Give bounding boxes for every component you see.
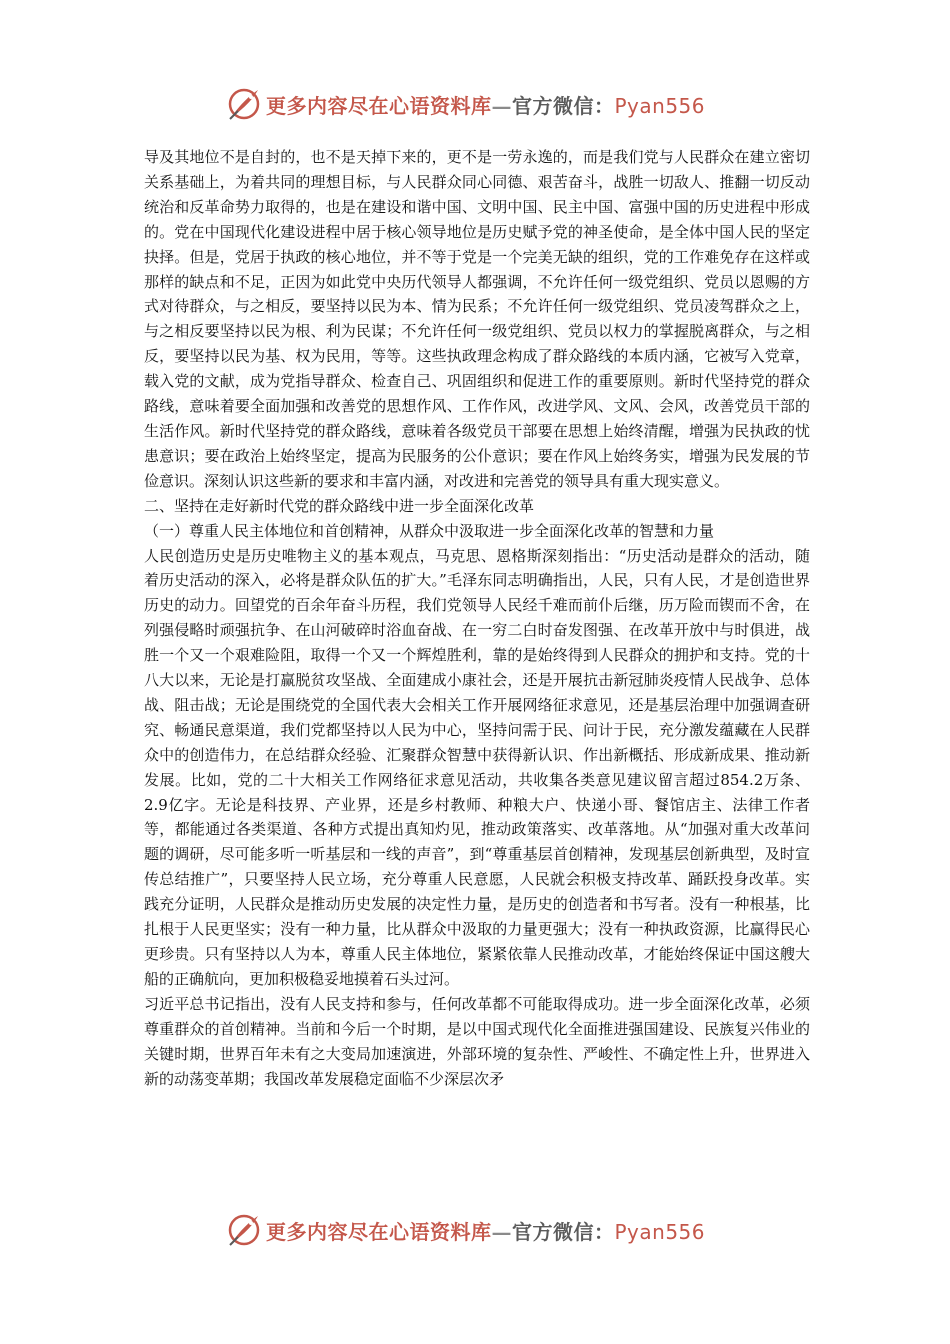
section-heading: 二、坚持在走好新时代党的群众路线中进一步全面深化改革 <box>144 496 535 515</box>
banner-wechat-label: 官方微信： <box>512 93 615 118</box>
quill-logo-icon <box>226 1212 262 1248</box>
article-body <box>144 145 810 1091</box>
header-banner <box>226 84 705 124</box>
paragraph-3: 习近平总书记指出，没有人民支持和参与，任何改革都不可能取得成功。进一步全面深化改革，必须尊重群众的首创精神。当前和今后一个时期，是以中国式现代化全面推进强国建设、民族复兴伟业的关键时期，世界百年未有之大变局加速演进，外部环境的复杂性、严峻性、不确定性上升，世界进入新的动荡变革期；我国改革发展稳定面临不少深层次矛 <box>144 994 810 1088</box>
subsection-heading: （一）尊重人民主体地位和首创精神，从群众中汲取进一步全面深化改革的智慧和力量 <box>144 521 715 540</box>
banner-wechat-id: Pyan556 <box>614 93 706 118</box>
banner-wechat-id: Pyan556 <box>614 1219 706 1244</box>
quill-logo-icon <box>226 86 262 122</box>
banner-wechat-label: 官方微信： <box>512 1219 615 1244</box>
banner-dash: — <box>491 1219 512 1244</box>
banner-dash: — <box>491 93 512 118</box>
footer-banner <box>226 1210 705 1250</box>
paragraph-2: 人民创造历史是历史唯物主义的基本观点，马克思、恩格斯深刻指出：“历史活动是群众的活动，随着历史活动的深入，必将是群众队伍的扩大。”毛泽东同志明确指出，人民，只有人民，才是创造世界历史的动力。回望党的百余年奋斗历程，我们党领导人民经千难而前仆后继，历万险而锲而不舍，在列强侵略时顽强抗争、在山河破碎时浴血奋战、在一穷二白时奋发图强、在改革开放中与时俱进，战胜一个又一个艰难险阻，取得一个又一个辉煌胜利，靠的是始终得到人民群众的拥护和支持。党的十八大以来，无论是打赢脱贫攻坚战、全面建成小康社会，还是开展抗击新冠肺炎疫情人民战争、总体战、阻击战；无论是围绕党的全国代表大会相关工作开展网络征求意见，还是基层治理中加强调查研究、畅通民意渠道，我们党都坚持以人民为中心，坚持问需于民、问计于民，充分激发蕴藏在人民群众中的创造伟力，在总结群众经验、汇聚群众智慧中获得新认识、作出新概括、形成新成果、推动新发展。比如，党的二十大相关工作网络征求意见活动，共收集各类意见建议留言超过854.2万条、2.9亿字。无论是科技界、产业界，还是乡村教师、种粮大户、快递小哥、餐馆店主、法律工作者等，都能通过各类渠道、各种方式提出真知灼见，推动政策落实、改革落地。从“加强对重大改革问题的调研，尽可能多听一听基层和一线的声音”，到“尊重基层首创精神，发现基层创新典型，及时宣传总结推广”，只要坚持人民立场，充分尊重人民意愿，人民就会积极支持改革、踊跃投身改革。实践充分证明，人民群众是推动历史发展的决定性力量，是历史的创造者和书写者。没有一种根基，比扎根于人民更坚实；没有一种力量，比从群众中汲取的力量更强大；没有一种执政资源，比赢得民心更珍贵。只有坚持以人为本，尊重人民主体地位，紧紧依靠人民推动改革，才能始终保证中国这艘大船的正确航向，更加积极稳妥地摸着石头过河。 <box>144 546 810 988</box>
banner-site-text: 更多内容尽在心语资料库 <box>266 1219 492 1244</box>
banner-site-text: 更多内容尽在心语资料库 <box>266 93 492 118</box>
paragraph-1: 导及其地位不是自封的，也不是天掉下来的，更不是一劳永逸的，而是我们党与人民群众在建立密切关系基础上，为着共同的理想目标，与人民群众同心同德、艰苦奋斗，战胜一切敌人、推翻一切反动统治和反革命势力取得的，也是在建设和谐中国、文明中国、民主中国、富强中国的历史进程中形成的。党在中国现代化建设进程中居于核心领导地位是历史赋予党的神圣使命，是全体中国人民的坚定抉择。但是，党居于执政的核心地位，并不等于党是一个完美无缺的组织，党的工作难免存在这样或那样的缺点和不足，正因为如此党中央历代领导人都强调，不允许任何一级党组织、党员以恩赐的方式对待群众，与之相反，要坚持以民为本、情为民系；不允许任何一级党组织、党员凌驾群众之上，与之相反要坚持以民为根、利为民谋；不允许任何一级党组织、党员以权力的掌握脱离群众，与之相反，要坚持以民为基、权为民用，等等。这些执政理念构成了群众路线的本质内涵，它被写入党章，载入党的文献，成为党指导群众、检查自己、巩固组织和促进工作的重要原则。新时代坚持党的群众路线，意味着要全面加强和改善党的思想作风、工作作风，改进学风、文风、会风，改善党员干部的生活作风。新时代坚持党的群众路线，意味着各级党员干部要在思想上始终清醒，增强为民执政的忧患意识；要在政治上始终坚定，提高为民服务的公仆意识；要在作风上始终务实，增强为民发展的节俭意识。深刻认识这些新的要求和丰富内涵，对改进和完善党的领导具有重大现实意义。 <box>144 148 810 490</box>
